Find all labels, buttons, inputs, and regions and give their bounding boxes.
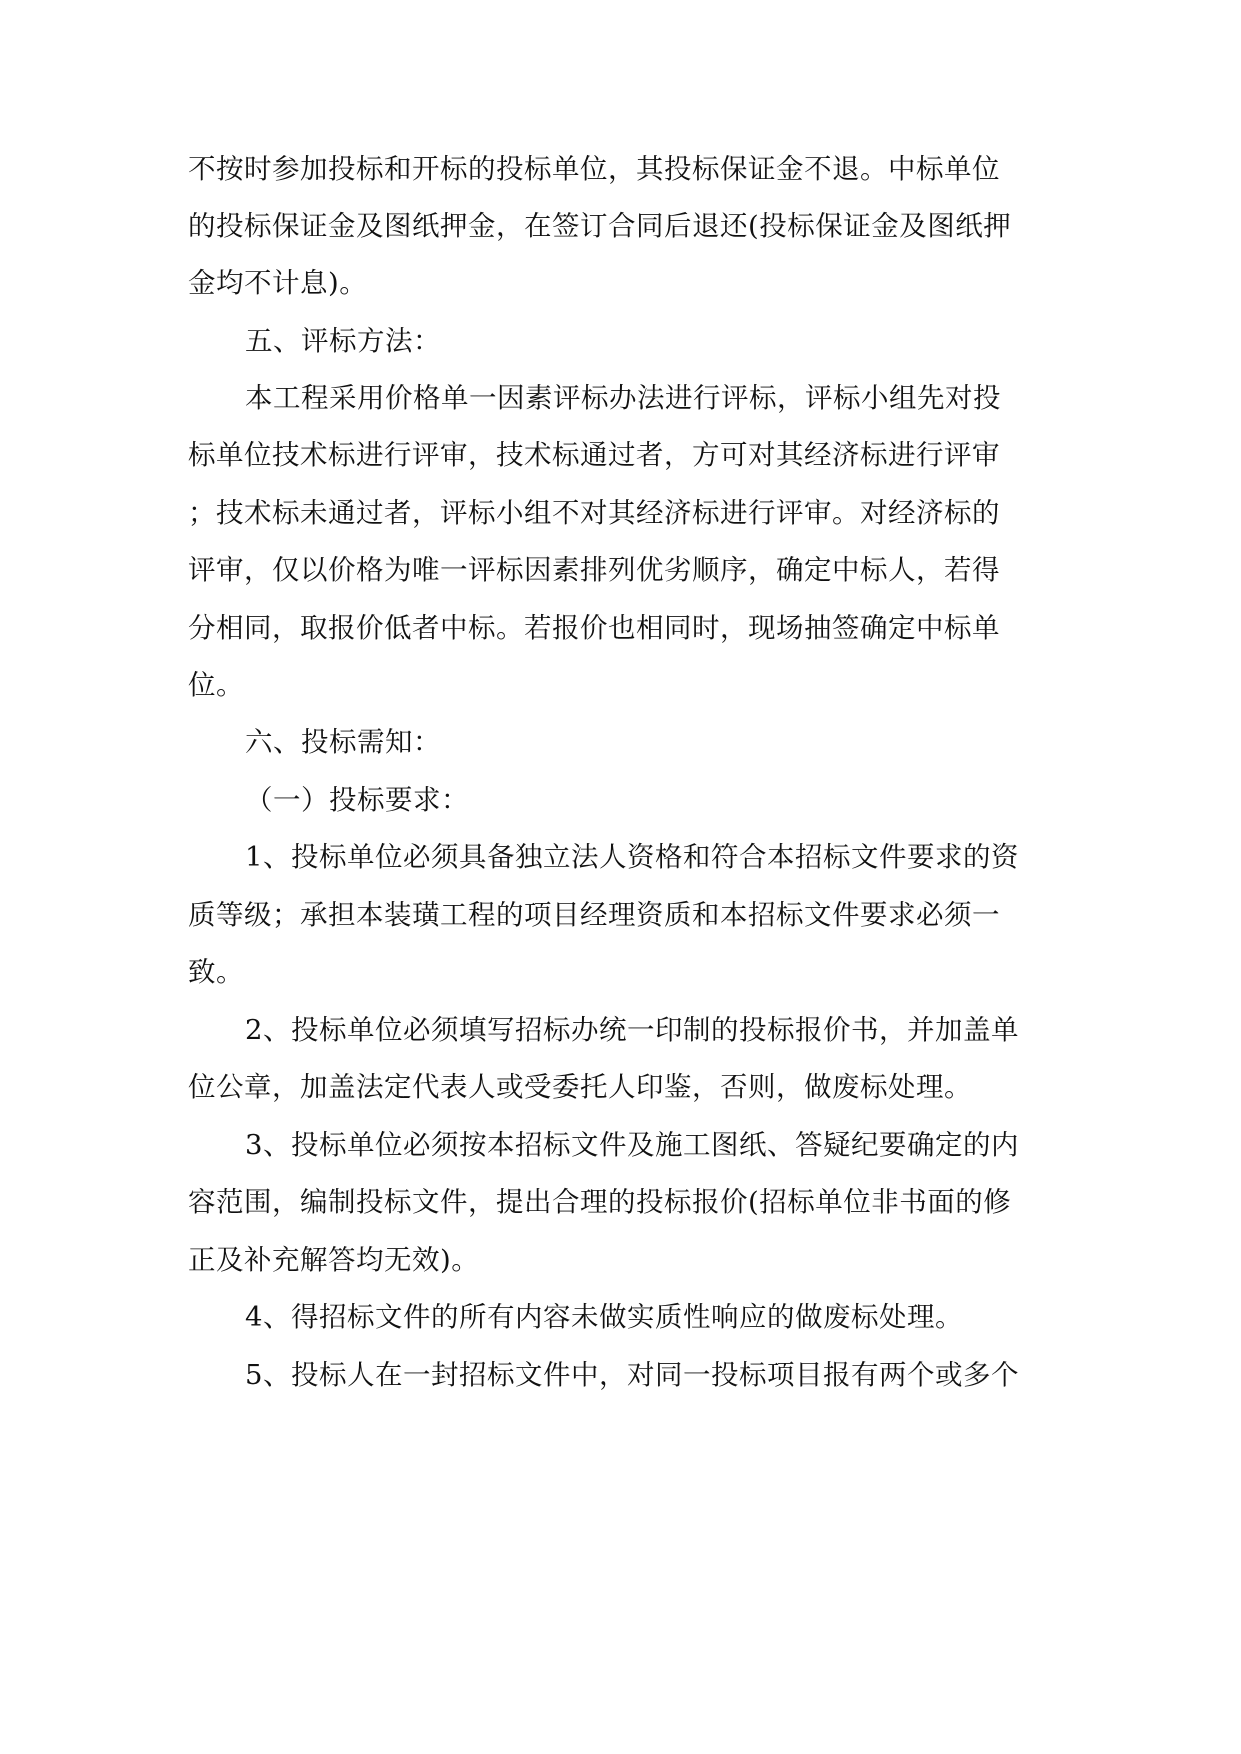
text-line: 2、投标单位必须填写招标办统一印制的投标报价书，并加盖单 [245,1014,1019,1046]
text-line: 4、得招标文件的所有内容未做实质性响应的做废标处理。 [245,1301,963,1333]
text-line: 致。 [188,956,244,988]
text-line: 3、投标单位必须按本招标文件及施工图纸、答疑纪要确定的内 [245,1129,1019,1161]
text-line: 评审，仅以价格为唯一评标因素排列优劣顺序，确定中标人，若得 [188,554,1000,586]
text-line: 质等级；承担本装璜工程的项目经理资质和本招标文件要求必须一 [188,899,1000,931]
text-line: ；技术标未通过者，评标小组不对其经济标进行评审。对经济标的 [188,497,1000,529]
text-line: 的投标保证金及图纸押金，在签订合同后退还(投标保证金及图纸押 [188,210,1012,242]
text-line: 位公章，加盖法定代表人或受委托人印鉴，否则，做废标处理。 [188,1071,972,1103]
text-line: 位。 [188,669,244,701]
subsection-heading: （一）投标要求： [245,784,469,816]
text-line: 分相同，取报价低者中标。若报价也相同时，现场抽签确定中标单 [188,612,1000,644]
text-line: 本工程采用价格单一因素评标办法进行评标，评标小组先对投 [245,382,1001,414]
text-line: 标单位技术标进行评审，技术标通过者，方可对其经济标进行评审 [188,439,1000,471]
text-line: 5、投标人在一封招标文件中，对同一投标项目报有两个或多个 [245,1359,1019,1391]
text-line: 不按时参加投标和开标的投标单位，其投标保证金不退。中标单位 [188,153,1000,185]
text-line: 容范围，编制投标文件，提出合理的投标报价(招标单位非书面的修 [188,1186,1012,1218]
text-line: 1、投标单位必须具备独立法人资格和符合本招标文件要求的资 [245,841,1019,873]
text-line: 正及补充解答均无效)。 [188,1244,480,1276]
section-heading: 六、投标需知： [245,726,441,758]
section-heading: 五、评标方法： [245,325,441,357]
text-line: 金均不计息)。 [188,267,368,299]
